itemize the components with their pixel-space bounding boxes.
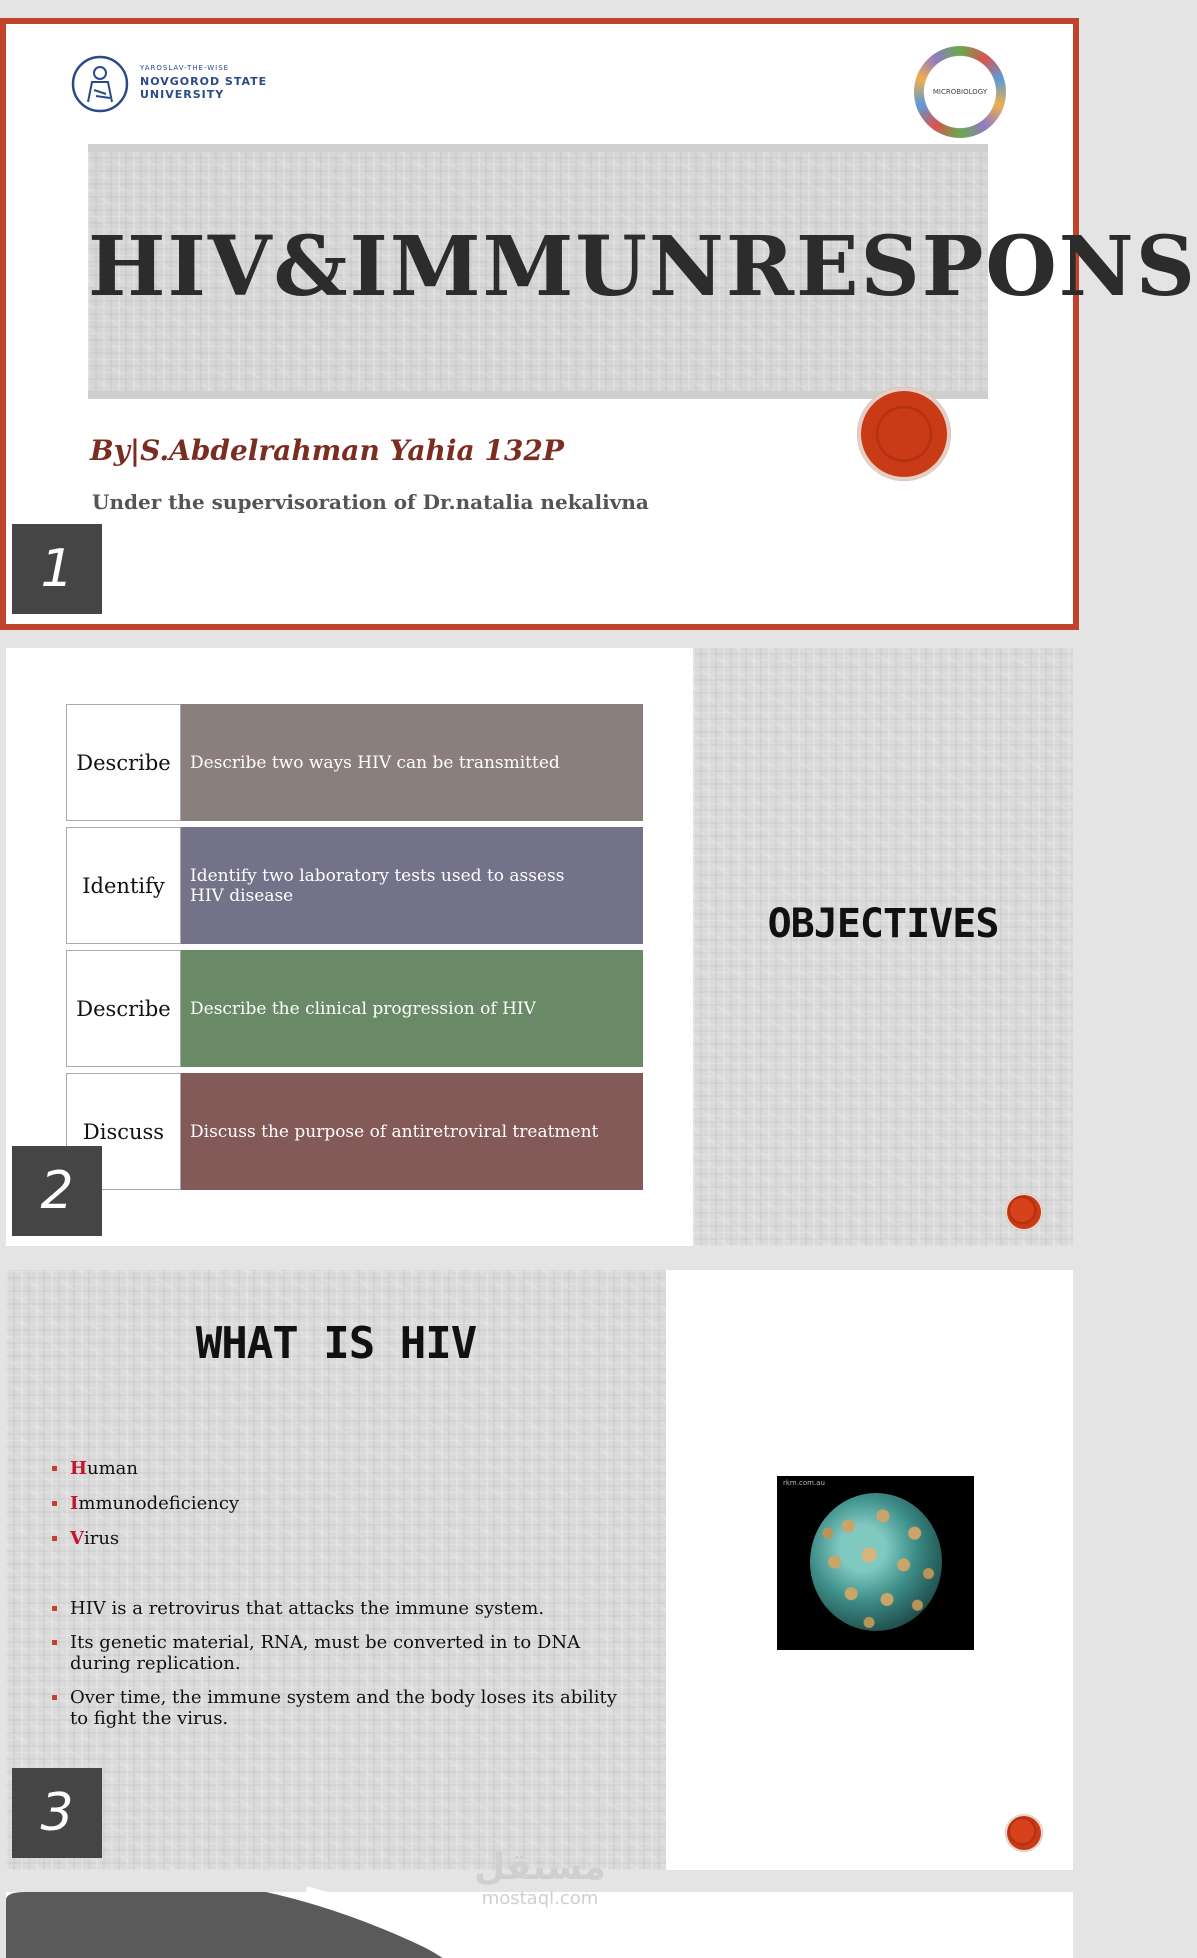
acronym-letter: I: [70, 1493, 79, 1514]
objective-text: Describe the clinical progression of HIV: [181, 950, 643, 1067]
what-is-hiv-heading: WHAT IS HIV: [195, 1318, 477, 1369]
university-line-2: NOVGOROD STATE: [140, 75, 268, 88]
university-line-1: YAROSLAV-THE-WISE: [140, 64, 230, 72]
slide-number-badge: 1: [12, 524, 102, 614]
objective-row: [66, 950, 643, 1067]
watermark-arabic: مستقل: [474, 1847, 606, 1888]
slide-number-badge: 3: [12, 1768, 102, 1858]
university-line-3: UNIVERSITY: [140, 88, 225, 101]
watermark-domain: mostaql.com: [481, 1888, 599, 1909]
what-is-hiv-slide: [6, 1270, 1073, 1870]
objectives-side-panel: [693, 648, 1073, 1246]
acronym-letter: V: [70, 1528, 84, 1549]
objective-verb: Identify: [66, 827, 181, 944]
watermark: [460, 1848, 620, 1909]
acronym-item: [52, 1458, 239, 1479]
fact-item: HIV is a retrovirus that attacks the immune system.: [52, 1598, 632, 1619]
badge-label: MICROBIOLOGY: [932, 88, 988, 96]
acronym-rest: irus: [83, 1528, 120, 1549]
decorative-red-dot-icon: [1005, 1814, 1043, 1852]
decorative-red-circle-icon: [857, 387, 951, 481]
decorative-red-dot-icon: [1005, 1193, 1043, 1231]
fact-item: Its genetic material, RNA, must be converted in to DNA during replication.: [52, 1632, 632, 1674]
objectives-heading: OBJECTIVES: [767, 901, 999, 947]
objective-text: Describe two ways HIV can be transmitted: [181, 704, 643, 821]
university-logo-icon: [70, 54, 130, 114]
objective-verb: Discuss: [66, 1073, 181, 1190]
next-slide-shape-icon: [6, 1892, 506, 1958]
acronym-letter: H: [70, 1458, 88, 1479]
objective-verb: Describe: [66, 704, 181, 821]
objective-row: [66, 1073, 643, 1190]
fact-item: Over time, the immune system and the body loses its ability to fight the virus.: [52, 1687, 632, 1729]
acronym-list: [52, 1458, 239, 1549]
university-name: [140, 62, 267, 101]
slide-number-badge: 2: [12, 1146, 102, 1236]
microbiology-badge-icon: [914, 46, 1006, 138]
hiv-virus-image: [777, 1476, 974, 1650]
objective-verb: Describe: [66, 950, 181, 1067]
objective-text: Identify two laboratory tests used to assess HIV disease: [181, 827, 643, 944]
acronym-rest: uman: [87, 1458, 139, 1479]
acronym-rest: mmunodeficiency: [78, 1493, 240, 1514]
objective-row: [66, 704, 643, 821]
acronym-item: [52, 1528, 239, 1549]
objective-row: [66, 827, 643, 944]
acronym-item: [52, 1493, 239, 1514]
objectives-slide: [6, 648, 1073, 1246]
image-caption: rkm.com.au: [783, 1479, 825, 1487]
presentation-title: HIV&IMMUNRESPONS: [88, 219, 1197, 315]
hiv-facts-list: [52, 1598, 632, 1729]
title-slide: [0, 18, 1197, 630]
virus-spikes-icon: [807, 1490, 945, 1634]
author-line: By|S.Abdelrahman Yahia 132P: [90, 434, 564, 467]
objective-text: Discuss the purpose of antiretroviral treatment: [181, 1073, 643, 1190]
supervisor-line: Under the supervisoration of Dr.natalia nekalivna: [92, 490, 649, 514]
